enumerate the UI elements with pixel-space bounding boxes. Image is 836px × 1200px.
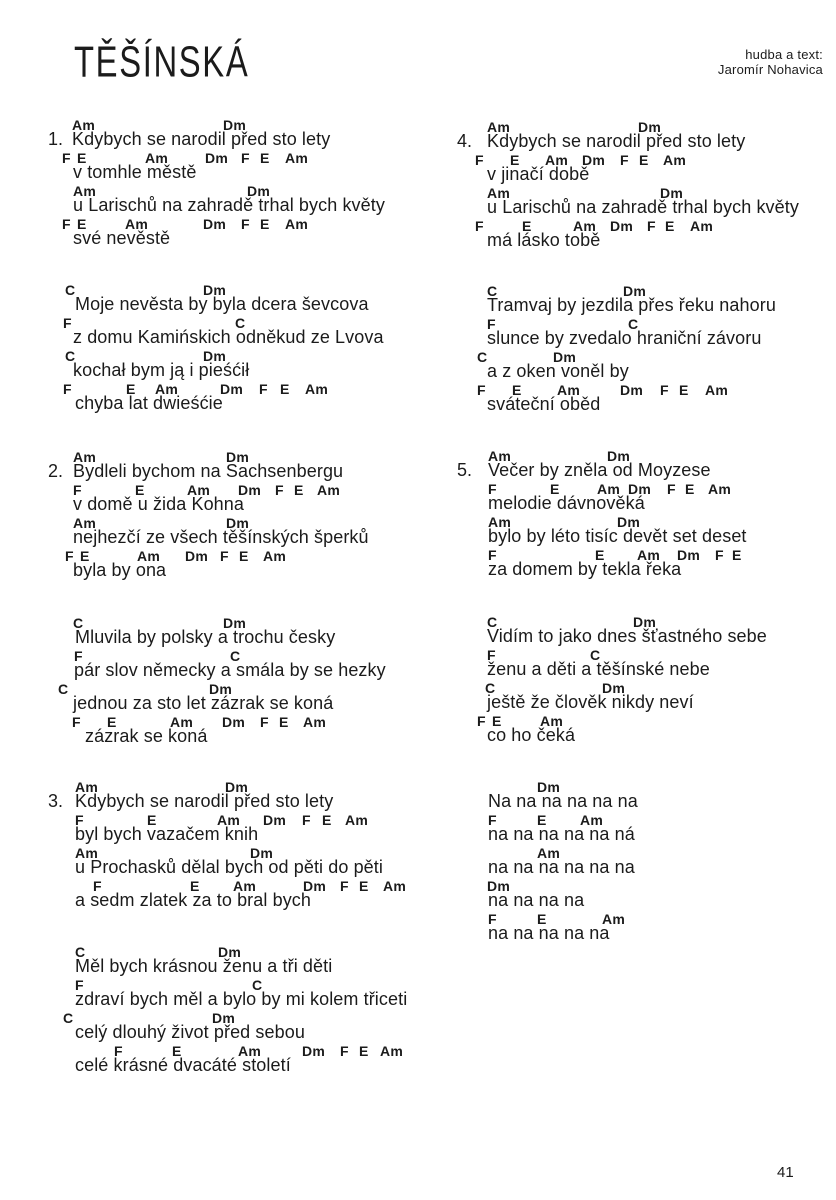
chord-label: C (487, 283, 498, 299)
chord-label: F (667, 481, 676, 497)
chord-label: C (65, 348, 76, 364)
song-line (48, 812, 448, 846)
chord-label: F (475, 152, 484, 168)
chord-label: E (550, 481, 560, 497)
chord-label: F (340, 1043, 349, 1059)
song-line (48, 482, 448, 516)
chord-label: Dm (553, 349, 577, 365)
song-line (48, 183, 448, 217)
chord-label: F (488, 547, 497, 563)
chord-label: E (537, 812, 547, 828)
chord-label: Am (545, 152, 569, 168)
chord-label: Dm (537, 779, 561, 795)
chord-label: Dm (223, 117, 247, 133)
chord-label: Am (187, 482, 211, 498)
song-line (48, 648, 448, 682)
verse-block (457, 448, 836, 580)
chord-label: Am (637, 547, 661, 563)
chord-label: C (628, 316, 639, 332)
chord-label: Dm (225, 779, 249, 795)
lyric-text: a z oken voněl by (487, 361, 629, 381)
verse-number: 3. (48, 791, 64, 811)
song-line (457, 218, 836, 252)
song-line (48, 615, 448, 649)
chord-label: Dm (582, 152, 606, 168)
chord-label: Dm (203, 348, 227, 364)
song-line (48, 117, 448, 151)
chord-label: Am (537, 845, 561, 861)
verse-number: 2. (48, 461, 64, 481)
chord-label: F (75, 812, 84, 828)
chord-label: C (235, 315, 246, 331)
chord-label: Am (72, 117, 96, 133)
chord-label: Am (303, 714, 327, 730)
chord-label: E (280, 381, 290, 397)
song-line (48, 845, 448, 879)
chord-label: F (488, 812, 497, 828)
chord-label: Dm (607, 448, 631, 464)
song-line (48, 977, 448, 1011)
chord-label: Am (73, 183, 97, 199)
chord-label: C (65, 282, 76, 298)
verse-block (457, 119, 836, 251)
chord-label: Dm (212, 1010, 236, 1026)
lyric-text: byl bych vazačem knih (75, 824, 259, 844)
chord-label: F (715, 547, 724, 563)
chord-label: Am (317, 482, 341, 498)
verse-block (48, 117, 448, 249)
lyric-text: u Larischů na zahradě trhal bych květy (73, 195, 385, 215)
lyric-text: Mluvila by polsky a trochu česky (75, 627, 336, 647)
lyric-text: Vidím to jako dnes šťastného sebe (487, 626, 767, 646)
song-line (48, 1010, 448, 1044)
chord-label: E (147, 812, 157, 828)
song-line (457, 845, 836, 879)
lyric-text: Kdybych se narodil před sto lety (75, 791, 334, 811)
lyric-text: sváteční oběd (487, 394, 601, 414)
chord-label: Am (708, 481, 732, 497)
chord-label: Am (540, 713, 564, 729)
chord-label: C (252, 977, 263, 993)
song-line (457, 878, 836, 912)
chord-label: Dm (660, 185, 684, 201)
song-line (48, 315, 448, 349)
verse-block (48, 944, 448, 1076)
chord-label: Am (573, 218, 597, 234)
chord-label: Dm (247, 183, 271, 199)
verse-block (48, 449, 448, 581)
chord-label: Am (137, 548, 161, 564)
song-line (48, 944, 448, 978)
chord-label: Am (217, 812, 241, 828)
lyric-text: u Prochasků dělal bych od pěti do pěti (75, 857, 383, 877)
chord-label: E (522, 218, 532, 234)
song-line (48, 1043, 448, 1077)
chord-label: Dm (222, 714, 246, 730)
song-line (457, 779, 836, 813)
lyric-text: celý dlouhý život před sebou (75, 1022, 305, 1042)
lyric-text: na na na na na (488, 923, 610, 943)
chord-label: F (275, 482, 284, 498)
chord-label: Am (73, 449, 97, 465)
chord-label: E (77, 150, 87, 166)
chord-label: E (126, 381, 136, 397)
chord-label: Dm (203, 216, 227, 232)
lyric-text: byla by ona (73, 560, 167, 580)
chord-label: Am (487, 185, 511, 201)
chord-label: Am (602, 911, 626, 927)
song-line (457, 349, 836, 383)
chord-label: Dm (487, 878, 511, 894)
credit-line-2: Jaromír Nohavica (717, 62, 823, 77)
chord-label: Dm (628, 481, 652, 497)
song-line (48, 449, 448, 483)
chord-label: E (172, 1043, 182, 1059)
chord-label: Dm (620, 382, 644, 398)
chord-label: C (485, 680, 496, 696)
song-line (457, 547, 836, 581)
lyric-text: chyba lat dwieśćie (75, 393, 223, 413)
song-line (457, 647, 836, 681)
chord-label: F (72, 714, 81, 730)
chord-label: F (65, 548, 74, 564)
song-line (457, 614, 836, 648)
chord-label: E (639, 152, 649, 168)
chord-label: E (512, 382, 522, 398)
song-line (457, 316, 836, 350)
chord-label: Dm (250, 845, 274, 861)
chord-label: E (359, 878, 369, 894)
lyric-text: Na na na na na na (488, 791, 638, 811)
column-left (48, 0, 448, 1200)
lyric-text: a sedm zlatek za to bral bych (75, 890, 312, 910)
chord-label: E (679, 382, 689, 398)
chord-label: Am (125, 216, 149, 232)
chord-label: F (477, 713, 486, 729)
chord-label: Dm (226, 449, 250, 465)
song-title: TĚŠÍNSKÁ (74, 38, 250, 87)
lyric-text: kochał bym ją i pieśćił (73, 360, 250, 380)
chord-label: F (63, 315, 72, 331)
chord-label: C (590, 647, 601, 663)
chord-label: Dm (220, 381, 244, 397)
lyric-text: co ho čeká (487, 725, 576, 745)
chord-label: Am (155, 381, 179, 397)
chord-label: F (488, 481, 497, 497)
song-line (457, 382, 836, 416)
chord-label: F (475, 218, 484, 234)
lyric-text: na na na na (488, 890, 585, 910)
verse-block (457, 283, 836, 415)
chord-label: E (685, 481, 695, 497)
lyric-text: v domě u žida Kohna (73, 494, 245, 514)
song-line (457, 481, 836, 515)
chord-label: F (63, 381, 72, 397)
lyric-text: celé krásné dvacáté století (75, 1055, 291, 1075)
lyric-text: v jinačí době (487, 164, 590, 184)
chord-label: Am (580, 812, 604, 828)
chord-label: Dm (303, 878, 327, 894)
chord-label: Dm (602, 680, 626, 696)
lyric-text: Bydleli bychom na Sachsenbergu (73, 461, 344, 481)
page-number: 41 (777, 1164, 794, 1181)
chord-label: Am (380, 1043, 404, 1059)
chord-label: F (241, 150, 250, 166)
song-line (457, 448, 836, 482)
chord-label: E (294, 482, 304, 498)
chord-label: F (259, 381, 268, 397)
chord-label: F (75, 977, 84, 993)
chord-label: Am (345, 812, 369, 828)
song-line (48, 282, 448, 316)
chord-label: Dm (185, 548, 209, 564)
lyric-text: bylo by léto tisíc devět set deset (488, 526, 747, 546)
verse-block (457, 614, 836, 746)
song-line (48, 216, 448, 250)
chord-label: E (595, 547, 605, 563)
lyric-text: u Larischů na zahradě trhal bych květy (487, 197, 799, 217)
chord-label: F (74, 648, 83, 664)
chord-label: Am (705, 382, 729, 398)
chord-label: F (488, 911, 497, 927)
lyric-text: zdraví bych měl a bylo by mi kolem třiceti (75, 989, 408, 1009)
lyric-text: zázrak se koná (85, 726, 208, 746)
song-line (48, 548, 448, 582)
chord-label: F (620, 152, 629, 168)
chord-label: F (93, 878, 102, 894)
chord-label: Am (73, 515, 97, 531)
chord-label: F (220, 548, 229, 564)
lyric-text: nejhezčí ze všech těšínských šperků (73, 527, 369, 547)
chord-label: C (487, 614, 498, 630)
chord-label: Am (233, 878, 257, 894)
chord-label: C (75, 944, 86, 960)
lyric-text: melodie dávnověká (488, 493, 645, 513)
chord-label: E (322, 812, 332, 828)
chord-label: E (510, 152, 520, 168)
chord-label: F (487, 316, 496, 332)
chord-label: F (260, 714, 269, 730)
lyric-text: pár slov německy a smála by se hezky (74, 660, 386, 680)
verse-block (457, 779, 836, 944)
lyric-text: své nevěstě (73, 228, 171, 248)
chord-label: F (660, 382, 669, 398)
chord-label: E (77, 216, 87, 232)
chord-label: Am (75, 845, 99, 861)
chord-label: E (492, 713, 502, 729)
chord-label: F (487, 647, 496, 663)
chord-label: C (230, 648, 241, 664)
chord-label: E (732, 547, 742, 563)
chord-label: Am (263, 548, 287, 564)
chord-label: Am (383, 878, 407, 894)
song-line (48, 878, 448, 912)
lyric-text: Tramvaj by jezdila přes řeku nahoru (487, 295, 776, 315)
lyric-text: na na na na na na (488, 857, 635, 877)
chord-label: E (665, 218, 675, 234)
chord-label: F (114, 1043, 123, 1059)
chord-label: Am (145, 150, 169, 166)
chord-label: E (80, 548, 90, 564)
chord-label: Am (488, 514, 512, 530)
chord-label: Dm (638, 119, 662, 135)
verse-block (48, 779, 448, 911)
verse-number: 4. (457, 131, 473, 151)
chord-label: Am (487, 119, 511, 135)
chord-label: E (107, 714, 117, 730)
chord-label: Dm (203, 282, 227, 298)
chord-label: Am (305, 381, 329, 397)
chord-label: E (260, 150, 270, 166)
chord-label: C (58, 681, 69, 697)
chord-label: F (62, 216, 71, 232)
song-line (457, 812, 836, 846)
chord-label: Dm (610, 218, 634, 234)
chord-label: F (302, 812, 311, 828)
song-line (457, 185, 836, 219)
song-line (457, 680, 836, 714)
song-line (48, 779, 448, 813)
chord-label: Am (488, 448, 512, 464)
credit-line-1: hudba a text: (745, 47, 823, 62)
chord-label: E (359, 1043, 369, 1059)
chord-label: Am (557, 382, 581, 398)
song-line (48, 348, 448, 382)
chord-label: Dm (617, 514, 641, 530)
chord-label: C (73, 615, 84, 631)
chord-label: F (647, 218, 656, 234)
lyric-text: jednou za sto let zázrak se koná (73, 693, 334, 713)
verse-number: 5. (457, 460, 473, 480)
song-line (457, 152, 836, 186)
chord-label: C (63, 1010, 74, 1026)
column-right (457, 0, 836, 1200)
chord-label: Dm (263, 812, 287, 828)
chord-label: Am (690, 218, 714, 234)
lyric-text: Kdybych se narodil před sto lety (72, 129, 331, 149)
chord-label: Am (75, 779, 99, 795)
chord-label: E (537, 911, 547, 927)
chord-label: Dm (223, 615, 247, 631)
song-line (48, 150, 448, 184)
lyric-text: za domem by tekla řeka (488, 559, 682, 579)
lyric-text: v tomhle městě (73, 162, 197, 182)
chord-label: Dm (209, 681, 233, 697)
chord-label: C (477, 349, 488, 365)
lyric-text: ještě že člověk nikdy neví (487, 692, 694, 712)
chord-label: F (62, 150, 71, 166)
lyric-text: na na na na na ná (488, 824, 635, 844)
lyric-text: Moje nevěsta by byla dcera ševcova (75, 294, 369, 314)
verse-block (48, 615, 448, 747)
lyric-text: Večer by zněla od Moyzese (488, 460, 711, 480)
song-line (48, 681, 448, 715)
lyric-text: Kdybych se narodil před sto lety (487, 131, 746, 151)
verse-number: 1. (48, 129, 64, 149)
chord-label: Dm (205, 150, 229, 166)
chord-label: Am (238, 1043, 262, 1059)
chord-label: E (260, 216, 270, 232)
chord-label: Dm (238, 482, 262, 498)
chord-label: Dm (226, 515, 250, 531)
song-line (457, 283, 836, 317)
lyric-text: z domu Kamińskich odněkud ze Lvova (73, 327, 384, 347)
verse-block (48, 282, 448, 414)
chord-label: E (239, 548, 249, 564)
song-line (457, 514, 836, 548)
song-line (48, 515, 448, 549)
song-line (457, 713, 836, 747)
chord-label: Dm (633, 614, 657, 630)
chord-label: F (241, 216, 250, 232)
chord-label: Dm (302, 1043, 326, 1059)
song-line (457, 119, 836, 153)
chord-label: Dm (677, 547, 701, 563)
chord-label: Dm (623, 283, 647, 299)
lyric-text: slunce by zvedalo hraniční závoru (487, 328, 762, 348)
lyric-text: ženu a děti a těšínské nebe (487, 659, 710, 679)
chord-label: Am (663, 152, 687, 168)
lyric-text: Měl bych krásnou ženu a tři děti (75, 956, 333, 976)
chord-label: Dm (218, 944, 242, 960)
chord-label: F (73, 482, 82, 498)
chord-label: Am (285, 150, 309, 166)
song-line (48, 714, 448, 748)
chord-label: F (340, 878, 349, 894)
chord-label: E (135, 482, 145, 498)
lyric-text: má lásko tobě (487, 230, 601, 250)
song-line (48, 381, 448, 415)
chord-label: E (279, 714, 289, 730)
song-line (457, 911, 836, 945)
chord-label: E (190, 878, 200, 894)
chord-label: F (477, 382, 486, 398)
chord-label: Am (170, 714, 194, 730)
chord-label: Am (597, 481, 621, 497)
chord-label: Am (285, 216, 309, 232)
